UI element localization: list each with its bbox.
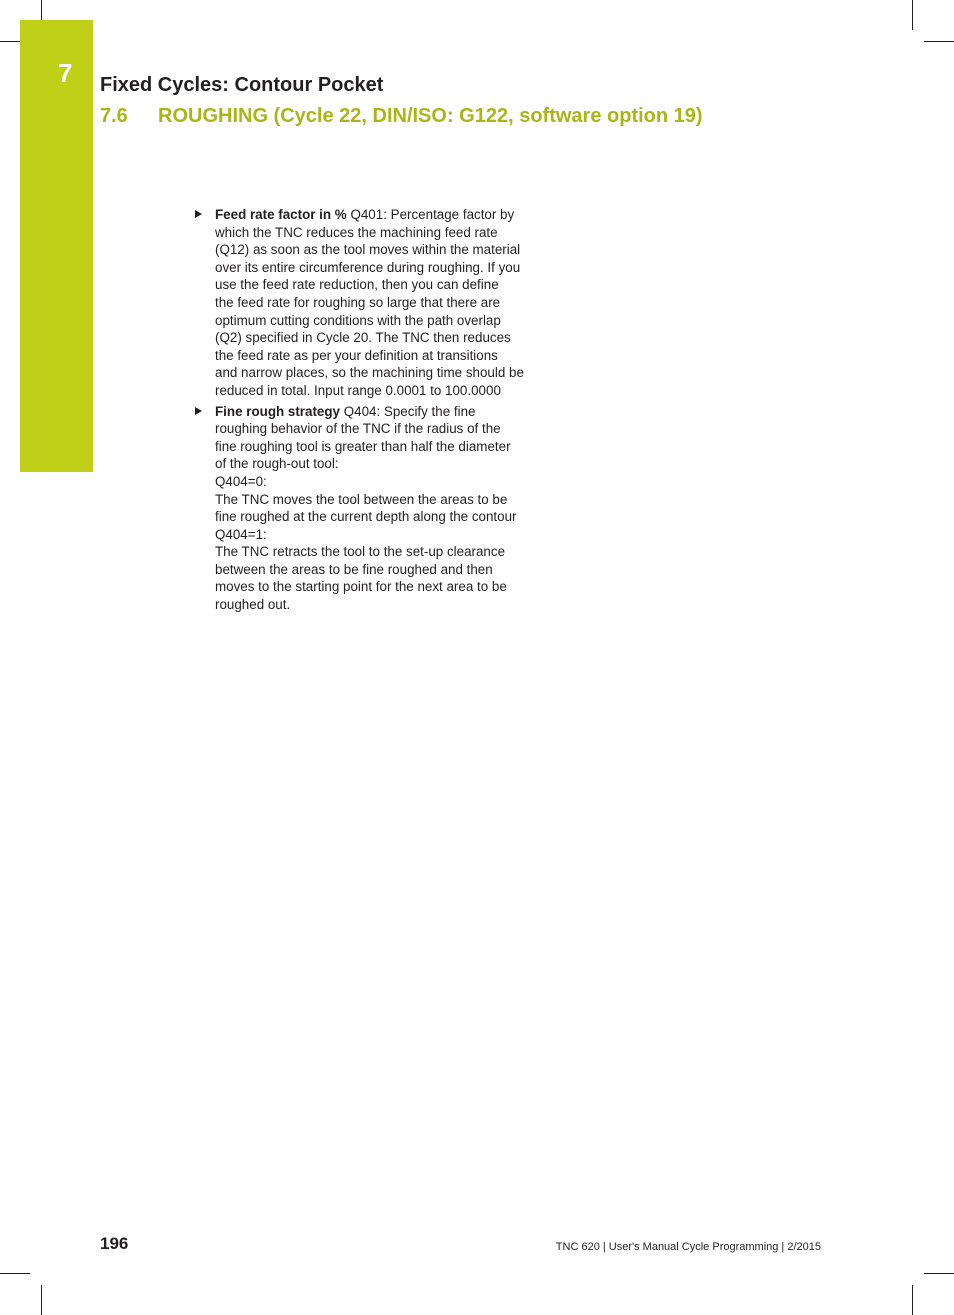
footer-text: TNC 620 | User's Manual Cycle Programming | 2/2015 <box>555 1241 821 1253</box>
parameter-line: fine roughing tool is greater than half the diameter <box>215 438 511 454</box>
parameter-line: of the rough-out tool: <box>215 456 339 472</box>
parameter-line: the feed rate as per your definition at transitions <box>215 347 498 363</box>
crop-mark <box>912 0 913 30</box>
parameter-description: Q401: Percentage factor by <box>346 207 515 222</box>
parameter-name: Fine rough strategy <box>215 403 340 419</box>
parameter-line: roughing behavior of the TNC if the radius of the <box>215 421 501 437</box>
parameter-line: (Q2) specified in Cycle 20. The TNC then reduces <box>215 330 511 346</box>
parameter-line: Q404=1: <box>215 526 267 542</box>
triangle-bullet-icon <box>195 407 202 415</box>
section-number: 7.6 <box>100 105 128 127</box>
chapter-number: 7 <box>58 58 73 88</box>
parameter-line <box>215 403 555 421</box>
parameter-description: Q404: Specify the fine <box>340 403 476 419</box>
parameter-line: fine roughed at the current depth along the contour <box>215 509 517 525</box>
parameter-line: The TNC moves the tool between the areas to be <box>215 491 508 507</box>
page-number: 196 <box>100 1234 129 1253</box>
parameter-line: use the feed rate reduction, then you can define <box>215 277 499 293</box>
parameter-line: optimum cutting conditions with the path overlap <box>215 312 501 328</box>
triangle-bullet-icon <box>195 210 202 218</box>
parameter-line: the feed rate for roughing so large that there are <box>215 294 501 310</box>
parameter-line: which the TNC reduces the machining feed rate <box>215 224 498 240</box>
crop-mark <box>0 1273 30 1274</box>
parameter-line: roughed out. <box>215 597 291 613</box>
parameter-line <box>215 206 555 224</box>
parameter-name: Feed rate factor in % <box>215 207 347 222</box>
parameter-line: moves to the starting point for the next area to be <box>215 579 507 595</box>
parameter-item-q401 <box>195 206 555 400</box>
parameter-item-q404 <box>195 403 555 614</box>
parameter-line: (Q12) as soon as the tool moves within the material <box>215 242 521 258</box>
crop-mark <box>924 41 954 42</box>
crop-mark <box>924 1273 954 1274</box>
chapter-tab <box>20 20 93 472</box>
parameter-list <box>195 206 555 617</box>
parameter-line: between the areas to be fine roughed and then <box>215 561 493 577</box>
parameter-line: Q404=0: <box>215 473 267 489</box>
chapter-title: Fixed Cycles: Contour Pocket <box>100 74 384 96</box>
parameter-line: reduced in total. Input range 0.0001 to 100.0000 <box>215 382 501 398</box>
parameter-line: and narrow places, so the machining time should be <box>215 365 524 381</box>
crop-mark <box>912 1285 913 1315</box>
parameter-line: The TNC retracts the tool to the set-up clearance <box>215 544 506 560</box>
section-title: ROUGHING (Cycle 22, DIN/ISO: G122, software option 19) <box>158 105 703 127</box>
crop-mark <box>41 1285 42 1315</box>
parameter-line: over its entire circumference during roughing. If you <box>215 259 521 275</box>
